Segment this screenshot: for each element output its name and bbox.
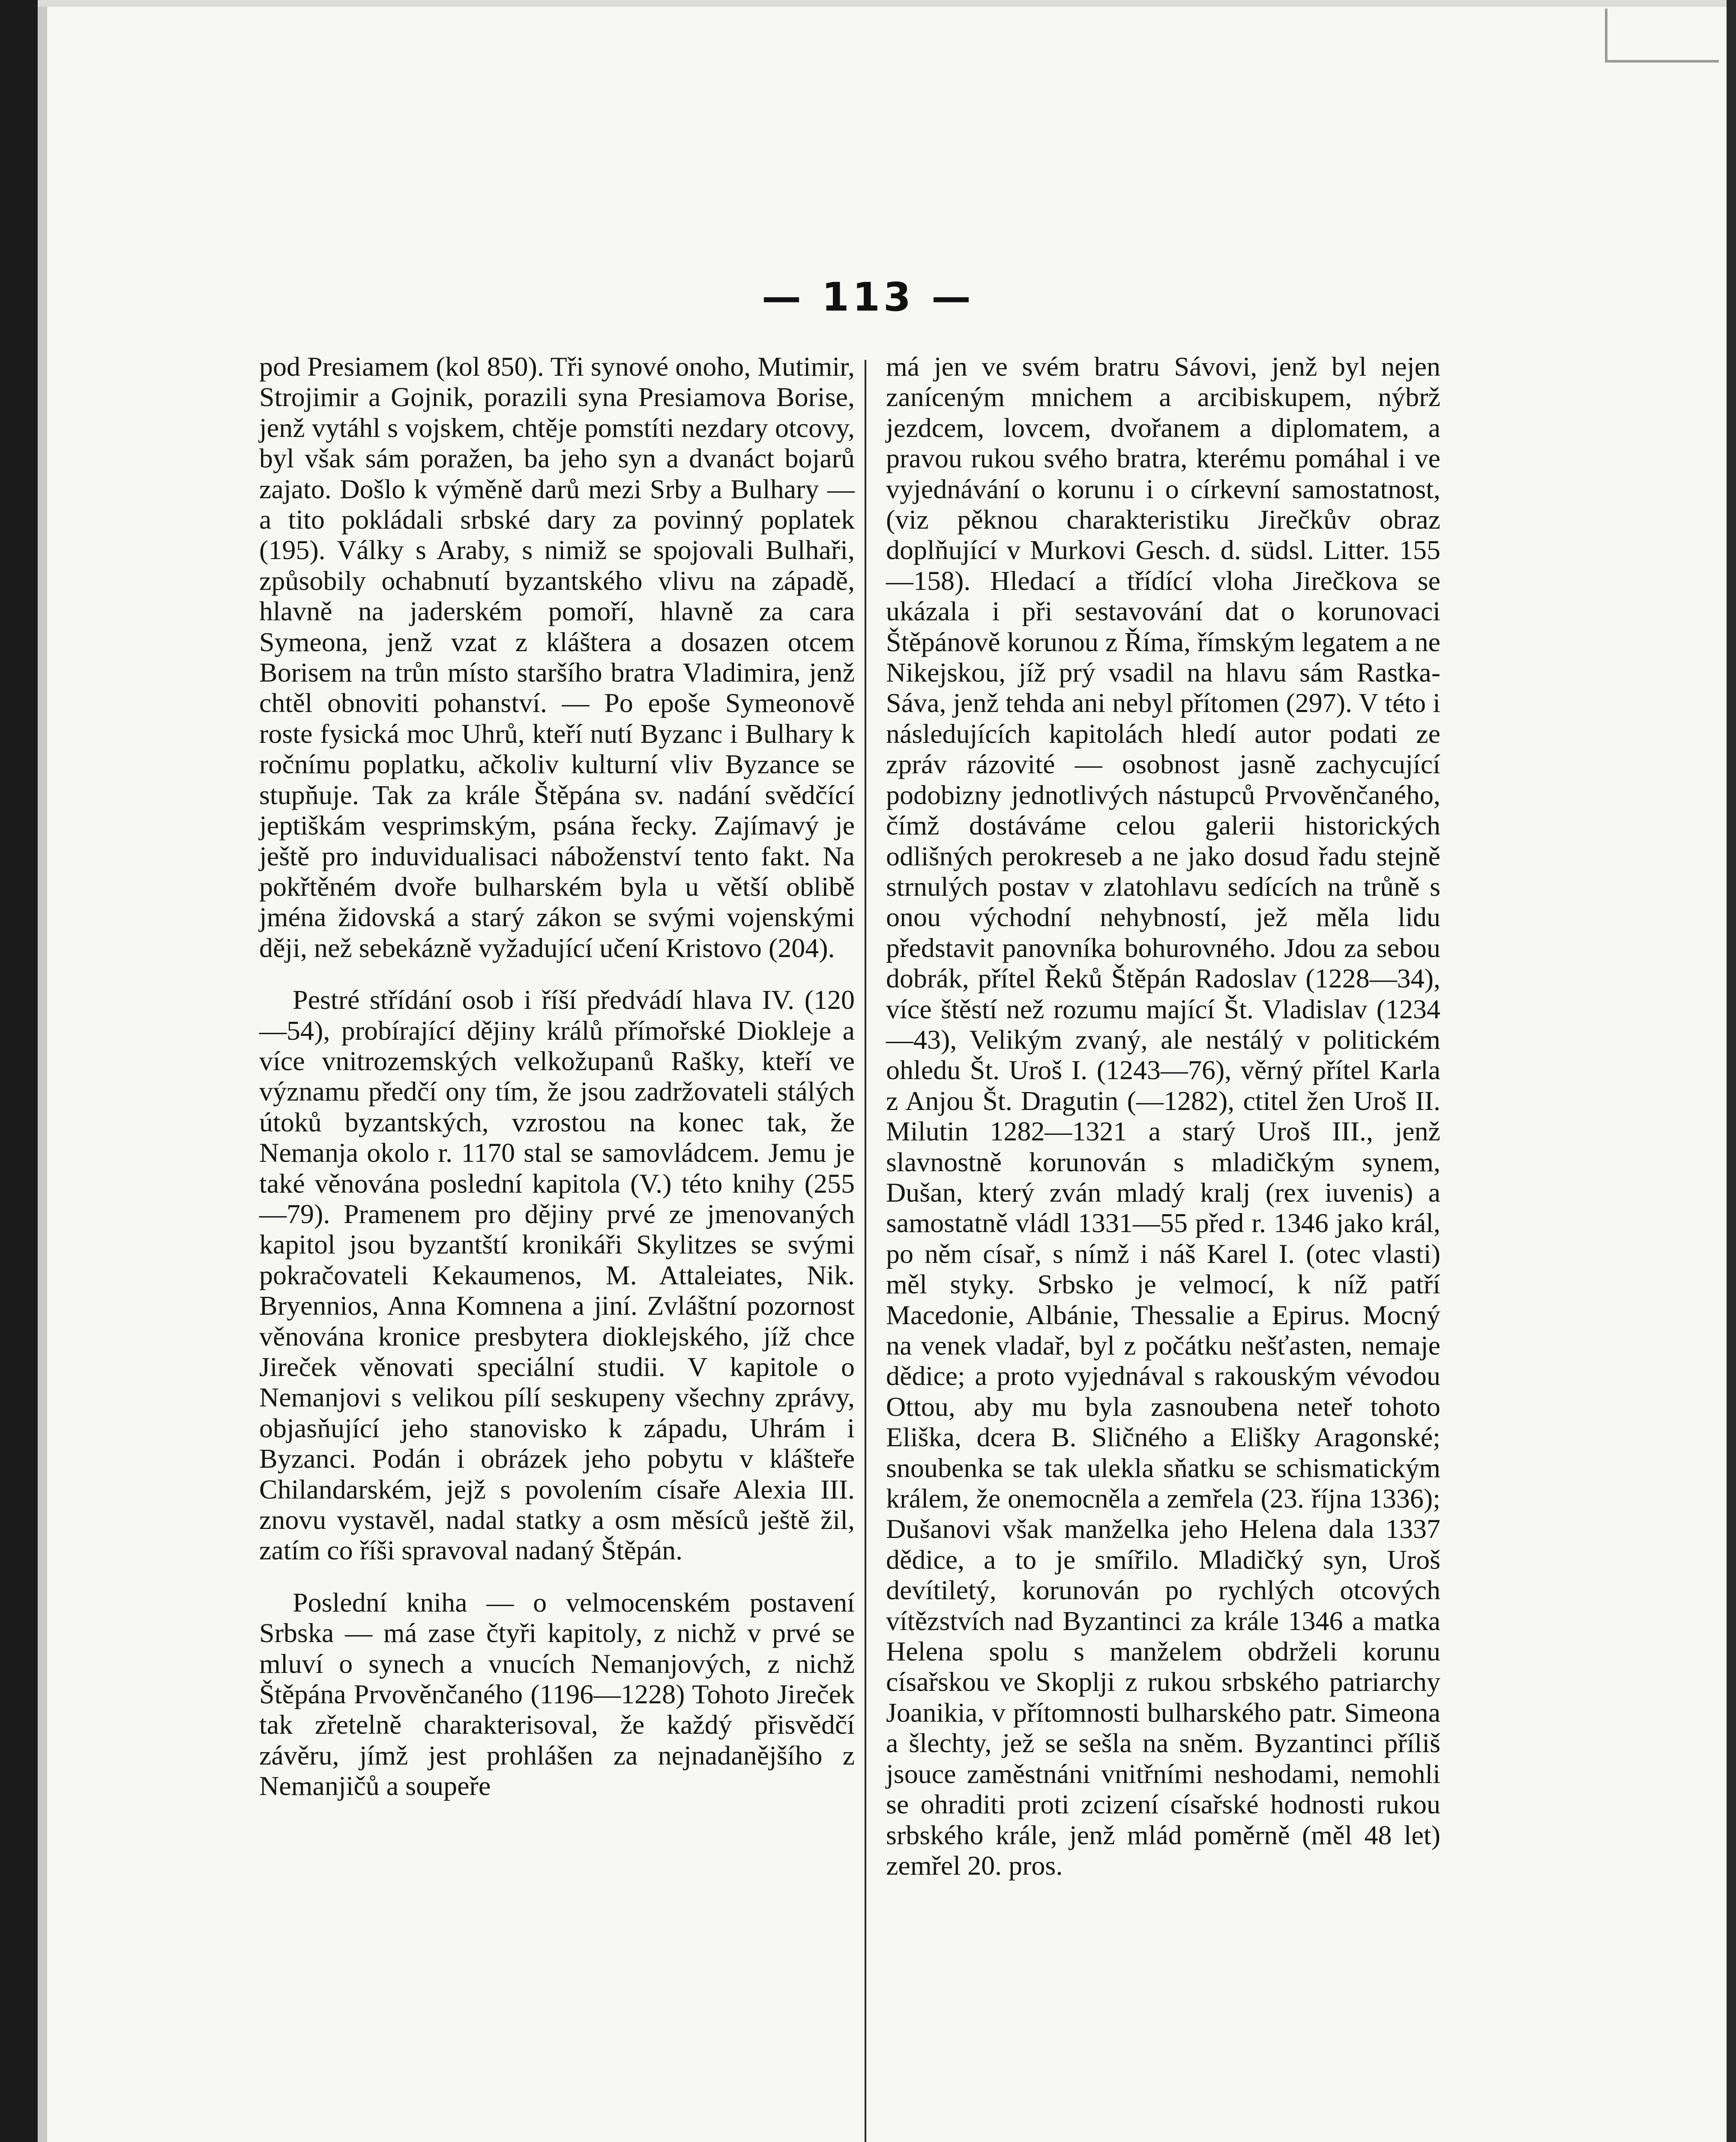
column-divider — [865, 360, 866, 2142]
right-column — [886, 351, 1440, 1881]
left-paragraph-3: Poslední kniha — o velmocenském postavení Srbska — má zase čtyři kapitoly, z nichž v prvé se mluví o synech a vnucích Nemanjových, z nichž Štěpána Prvověnčaného (1196—1228) Tohoto Jireček tak zřetelně charakterisoval, že každý přisvědčí závěru, jímž jest prohlášen za nejnadanějšího z Nemanjičů a soupeře — [259, 1587, 855, 1801]
scan-top-edge — [38, 0, 1727, 7]
page-number-header: — 113 — — [761, 274, 975, 320]
scan-left-edge-fade — [38, 0, 47, 2142]
right-paragraph-1: má jen ve svém bratru Sávovi, jenž byl nejen zaníceným mnichem a arcibiskupem, nýbrž jezdcem, lovcem, dvořanem a diplomatem, a pravou rukou svého bratra, kterému pomáhal i ve vyjednávání o korunu i o církevní samostatnost, (viz pěknou charakteristiku Jirečkův obraz doplňující v Murkovi Gesch. d. südsl. Litter. 155—158). Hledací a třídící vloha Jirečkova se ukázala i při sestavování dat o korunovaci Štěpánově korunou z Říma, římským legatem a ne Nikejskou, jíž prý vsadil na hlavu sám Rastka-Sáva, jenž tehda ani nebyl přítomen (297). V této i následujících kapitolách hledí autor podati ze zpráv rázovité — osobnost jasně zachycující podobizny jednotlivých nástupců Prvověnčaného, čímž dostáváme celou galerii historických odlišných perokreseb a ne jako dosud řadu stejně strnulých postav v zlatohlavu sedících na trůně s onou východní nehybností, jež měla lidu představit panovníka bohurovného. Jdou za sebou dobrák, přítel Řeků Štěpán Radoslav (1228—34), více štěstí než rozumu mající Št. Vladislav (1234—43), Velikým zvaný, ale nestálý v politickém ohledu Št. Uroš I. (1243—76), věrný přítel Karla z Anjou Št. Dragutin (—1282), ctitel žen Uroš II. Milutin 1282—1321 a starý Uroš III., jenž slavnostně korunován s mladičkým synem, Dušan, který zván mladý kralj (rex iuvenis) a samostatně vládl 1331—55 před r. 1346 jako král, po něm císař, s nímž i náš Karel I. (otec vlasti) měl styky. Srbsko je velmocí, k níž patří Macedonie, Albánie, Thessalie a Epirus. Mocný na venek vladař, byl z počátku nešťasten, nemaje dědice; a proto vyjednával s rakouským vévodou Ottou, aby mu byla zasnoubena neteř tohoto Eliška, dcera B. Sličného a Elišky Aragonské; snoubenka se tak ulekla sňatku se schismatickým králem, že onemocněla a zemřela (23. října 1336); Dušanovi však manželka jeho Helena dala 1337 dědice, a to je smířilo. Mladičký syn, Uroš devítiletý, korunován po rychlých otcových vítězstvích nad Byzantinci za krále 1346 a matka Helena spolu s manželem obdrželi korunu císařskou ve Skoplji z rukou srbského patriarchy Joanikia, v přítomnosti bulharského patr. Simeona a šlechty, jež se sešla na sněm. Byzantinci příliš jsouce zaměstnáni vnitřními neshodami, nemohli se ohraditi proti zcizení císařské hodnosti rukou srbského krále, jenž mlád poměrně (měl 48 let) zemřel 20. pros. — [886, 351, 1440, 1881]
scan-right-edge — [1727, 0, 1736, 2142]
left-paragraph-1: pod Presiamem (kol 850). Tři synové onoho, Mutimir, Strojimir a Gojnik, porazili syna Presiamova Borise, jenž vytáhl s vojskem, chtěje pomstíti nezdary otcovy, byl však sám poražen, ba jeho syn a dvanáct bojarů zajato. Došlo k výměně darů mezi Srby a Bulhary — a tito pokládali srbské dary za povinný poplatek (195). Války s Araby, s nimiž se spojovali Bulhaři, způsobily ochabnutí byzantského vlivu na západě, hlavně na jaderském pomoří, hlavně za cara Symeona, jenž vzat z kláštera a dosazen otcem Borisem na trůn místo staršího bratra Vladimira, jenž chtěl obnoviti pohanství. — Po epoše Symeonově roste fysická moc Uhrů, kteří nutí Byzanc i Bulhary k ročnímu poplatku, ačkoliv kulturní vliv Byzance se stupňuje. Tak za krále Štěpána sv. nadání svědčící jeptiškám vesprimským, psána řecky. Zajímavý je ještě pro induvidualisaci náboženství tento fakt. Na pokřtěném dvoře bulharském byla u větší oblibě jména židovská a starý zákon se svými vojenskými ději, než sebekázně vyžadující učení Kristovo (204). — [259, 351, 855, 963]
scan-left-edge — [0, 0, 38, 2142]
left-paragraph-2: Pestré střídání osob i říší předvádí hlava IV. (120—54), probírající dějiny králů přímořské Diokleje a více vnitrozemských velkožupanů Rašky, kteří ve významu předčí ony tím, že jsou zadržovateli stálých útoků byzantských, vzrostou na konec tak, že Nemanja okolo r. 1170 stal se samovládcem. Jemu je také věnována poslední kapitola (V.) této knihy (255—79). Pramenem pro dějiny prvé ze jmenovaných kapitol jsou byzantští kronikáři Skylitzes se svými pokračovateli Kekaumenos, M. Attaleiates, Nik. Bryennios, Anna Komnena a jiní. Zvláštní pozornost věnována kronice presbytera dioklejského, jíž chce Jireček věnovati speciální studii. V kapitole o Nemanjovi s velikou pílí seskupeny všechny zprávy, objasňující jeho stanovisko k západu, Uhrám i Byzanci. Podán i obrázek jeho pobytu v klášteře Chilandarském, jejž s povolením císaře Alexia III. znovu vystavěl, nadal statky a osm měsíců ještě žil, zatím co říši spravoval nadaný Štěpán. — [259, 984, 855, 1566]
left-column — [259, 351, 855, 1801]
scan-corner-mark — [1605, 9, 1719, 63]
